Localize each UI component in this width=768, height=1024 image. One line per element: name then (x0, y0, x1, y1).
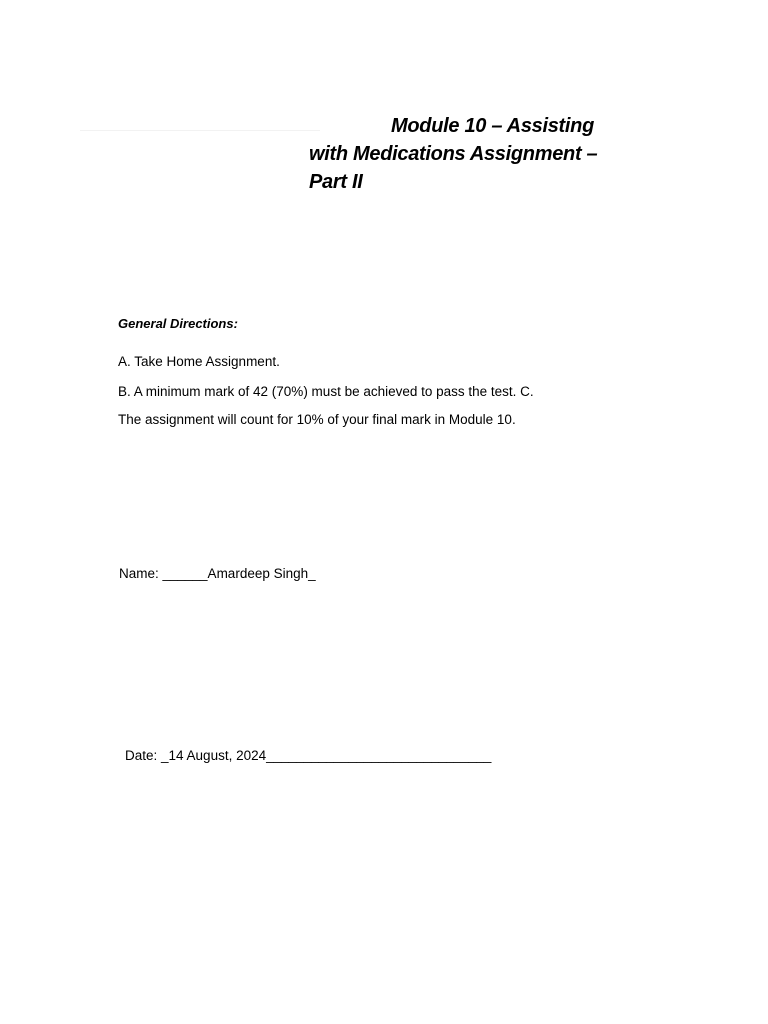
name-field: Name: ______Amardeep Singh_ (119, 566, 316, 581)
direction-b: B. A minimum mark of 42 (70%) must be achieved to pass the test. C. (118, 384, 534, 399)
directions-heading: General Directions: (118, 316, 238, 331)
direction-a: A. Take Home Assignment. (118, 354, 280, 369)
title-line-2: with Medications Assignment – (309, 143, 598, 165)
date-field: Date: _14 August, 2024______________________________ (125, 748, 492, 763)
page-title (309, 112, 629, 196)
title-line-1: Module 10 – Assisting (391, 115, 595, 137)
title-line-3: Part II (309, 171, 363, 193)
faint-rule (80, 130, 320, 131)
direction-c: The assignment will count for 10% of your final mark in Module 10. (118, 412, 516, 427)
